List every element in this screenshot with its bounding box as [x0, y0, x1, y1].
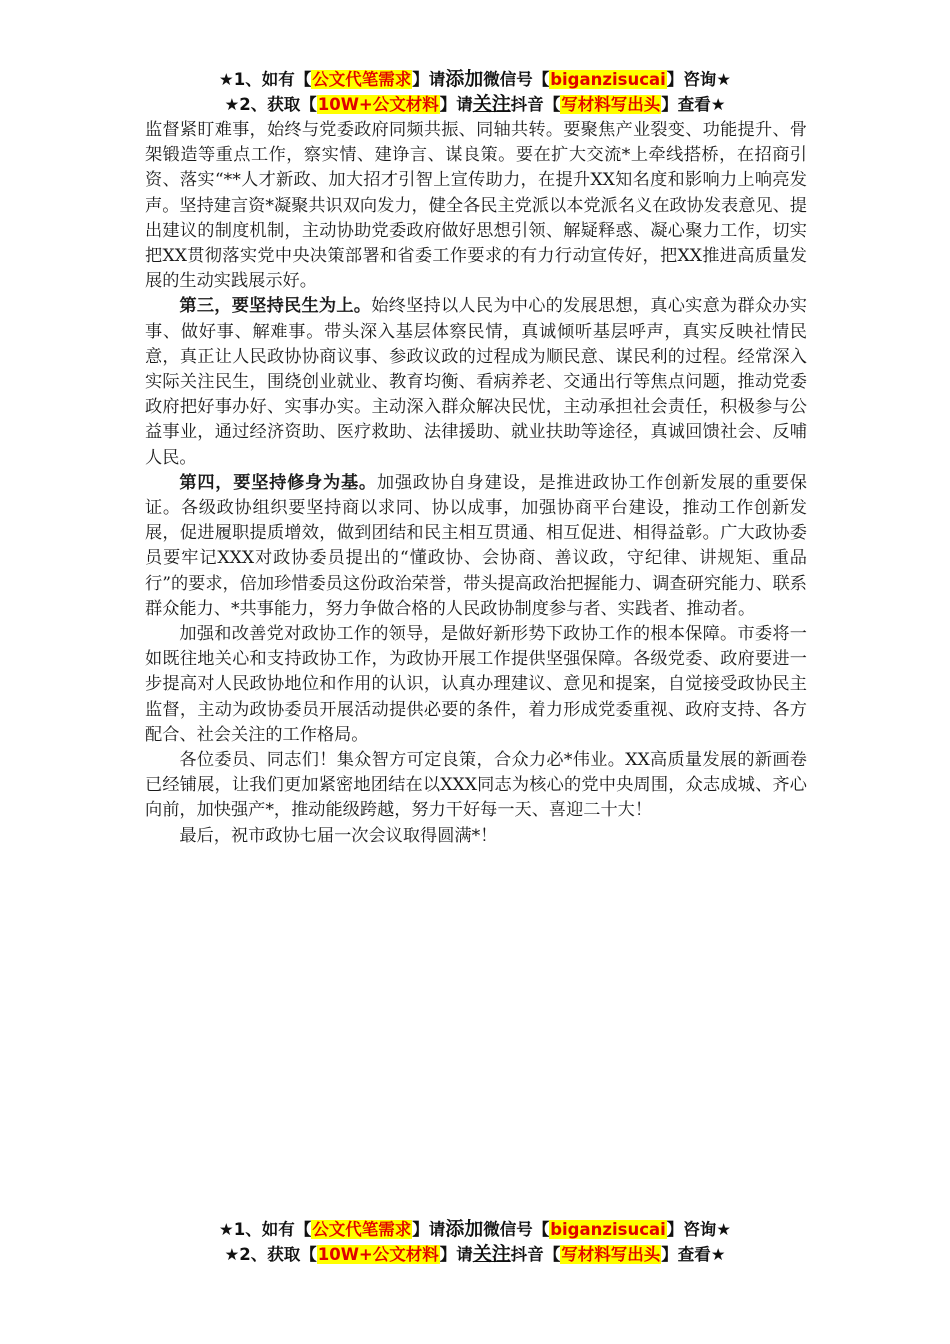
banner-line1-prefix: ★1、如有【	[218, 70, 312, 89]
document-body	[145, 118, 807, 849]
banner-line1-highlight-service: 公文代笔需求	[312, 70, 412, 89]
header-banner	[0, 67, 950, 117]
banner-line-1	[0, 67, 950, 92]
paragraph-continuation: 监督紧盯难事，始终与党委政府同频共振、同轴共转。要聚焦产业裂变、功能提升、骨架锻造等重点工作，察实情、建诤言、谋良策。要在扩大交流*上牵线搭桥，在招商引资、落实“**人才新政、加大招才引智上宣传助力，在提升XX知名度和影响力上响亮发声。坚持建言资*凝聚共识双向发力，健全各民主党派以本党派名义在政协发表意见、提出建议的制度机制，主动协助党委政府做好思想引领、解疑释惑、凝心聚力工作，切实把XX贯彻落实党中央决策部署和省委工作要求的有力行动宣传好，把XX推进高质量发展的生动实践展示好。	[145, 120, 807, 292]
banner-line2-highlight-douyin: 写材料写出头	[561, 95, 661, 114]
paragraph-third-point	[145, 294, 807, 470]
banner-line2-emphasis: 关注	[472, 93, 511, 115]
banner-line1-suffix: 】咨询★	[666, 70, 732, 89]
footer-line2-mid2: 抖音【	[510, 1245, 561, 1264]
paragraph-third-lead: 第三，要坚持民生为上。	[179, 296, 372, 317]
footer-line2-highlight-materials: 10W+公文材料	[317, 1245, 439, 1264]
banner-line2-prefix: ★2、获取【	[224, 95, 317, 114]
footer-line-1	[0, 1217, 950, 1242]
footer-line2-prefix: ★2、获取【	[224, 1245, 317, 1264]
footer-line1-mid2: 微信号【	[483, 1220, 550, 1239]
banner-line-2	[0, 92, 950, 117]
banner-line1-highlight-wechat: biganzisucai	[550, 70, 666, 89]
paragraph-fourth-point	[145, 471, 807, 622]
paragraph-leadership: 加强和改善党对政协工作的领导，是做好新形势下政协工作的根本保障。市委将一如既往地关心和支持政协工作，为政协开展工作提供坚强保障。各级党委、政府要进一步提高对人民政协地位和作用的认识，认真办理建议、意见和提案，自觉接受政协民主监督，主动为政协委员开展活动提供必要的条件，着力形成党委重视、政府支持、各方配合、社会关注的工作格局。	[145, 624, 807, 745]
footer-line2-highlight-douyin: 写材料写出头	[561, 1245, 661, 1264]
paragraph-third-body: 始终坚持以人民为中心的发展思想，真心实意为群众办实事、做好事、解难事。带头深入基层体察民情，真诚倾听基层呼声，真实反映社情民意，真正让人民政协协商议事、参政议政的过程成为顺民意、谋民利的过程。经常深入实际关注民生，围绕创业就业、教育均衡、看病养老、交通出行等焦点问题，推动党委政府把好事办好、实事办实。主动深入群众解决民忧，主动承担社会责任，积极参与公益事业，通过经济资助、医疗救助、法律援助、就业扶助等途径，真诚回馈社会、反哺人民。	[145, 296, 807, 468]
banner-line2-highlight-materials: 10W+公文材料	[317, 95, 439, 114]
footer-line1-mid: 】请	[412, 1220, 446, 1239]
banner-line1-emphasis: 添加	[445, 68, 484, 90]
footer-line1-suffix: 】咨询★	[666, 1220, 732, 1239]
footer-line1-highlight-wechat: biganzisucai	[550, 1220, 666, 1239]
footer-line2-mid: 】请	[439, 1245, 473, 1264]
banner-line1-mid2: 微信号【	[483, 70, 550, 89]
paragraph-call-to-action: 各位委员、同志们！集众智方可定良策，合众力必*伟业。XX高质量发展的新画卷已经铺展，让我们更加紧密地团结在以XXX同志为核心的党中央周围，众志成城、齐心向前，加快强产*，推动能级跨越，努力干好每一天、喜迎二十大！	[145, 750, 807, 821]
footer-line1-highlight-service: 公文代笔需求	[312, 1220, 412, 1239]
banner-line2-mid2: 抖音【	[510, 95, 561, 114]
footer-line2-emphasis: 关注	[472, 1243, 511, 1265]
footer-banner	[0, 1217, 950, 1267]
paragraph-closing: 最后，祝市政协七届一次会议取得圆满*！	[179, 825, 498, 846]
footer-line1-prefix: ★1、如有【	[218, 1220, 312, 1239]
banner-line2-mid: 】请	[439, 95, 473, 114]
footer-line2-suffix: 】查看★	[661, 1245, 726, 1264]
banner-line1-mid: 】请	[412, 70, 446, 89]
paragraph-fourth-lead: 第四，要坚持修身为基。	[179, 472, 377, 493]
paragraph-fourth-body: 加强政协自身建设，是推进政协工作创新发展的重要保证。各级政协组织要坚持商以求同、协以成事，加强协商平台建设，推动工作创新发展，促进履职提质增效，做到团结和民主相互贯通、相互促进、相得益彰。广大政协委员要牢记XXX对政协委员提出的“懂政协、会协商、善议政，守纪律、讲规矩、重品行”的要求，倍加珍惜委员这份政治荣誉，带头提高政治把握能力、调查研究能力、联系群众能力、*共事能力，努力争做合格的人民政协制度参与者、实践者、推动者。	[145, 472, 807, 619]
footer-line1-emphasis: 添加	[445, 1218, 484, 1240]
banner-line2-suffix: 】查看★	[661, 95, 726, 114]
footer-line-2	[0, 1242, 950, 1267]
